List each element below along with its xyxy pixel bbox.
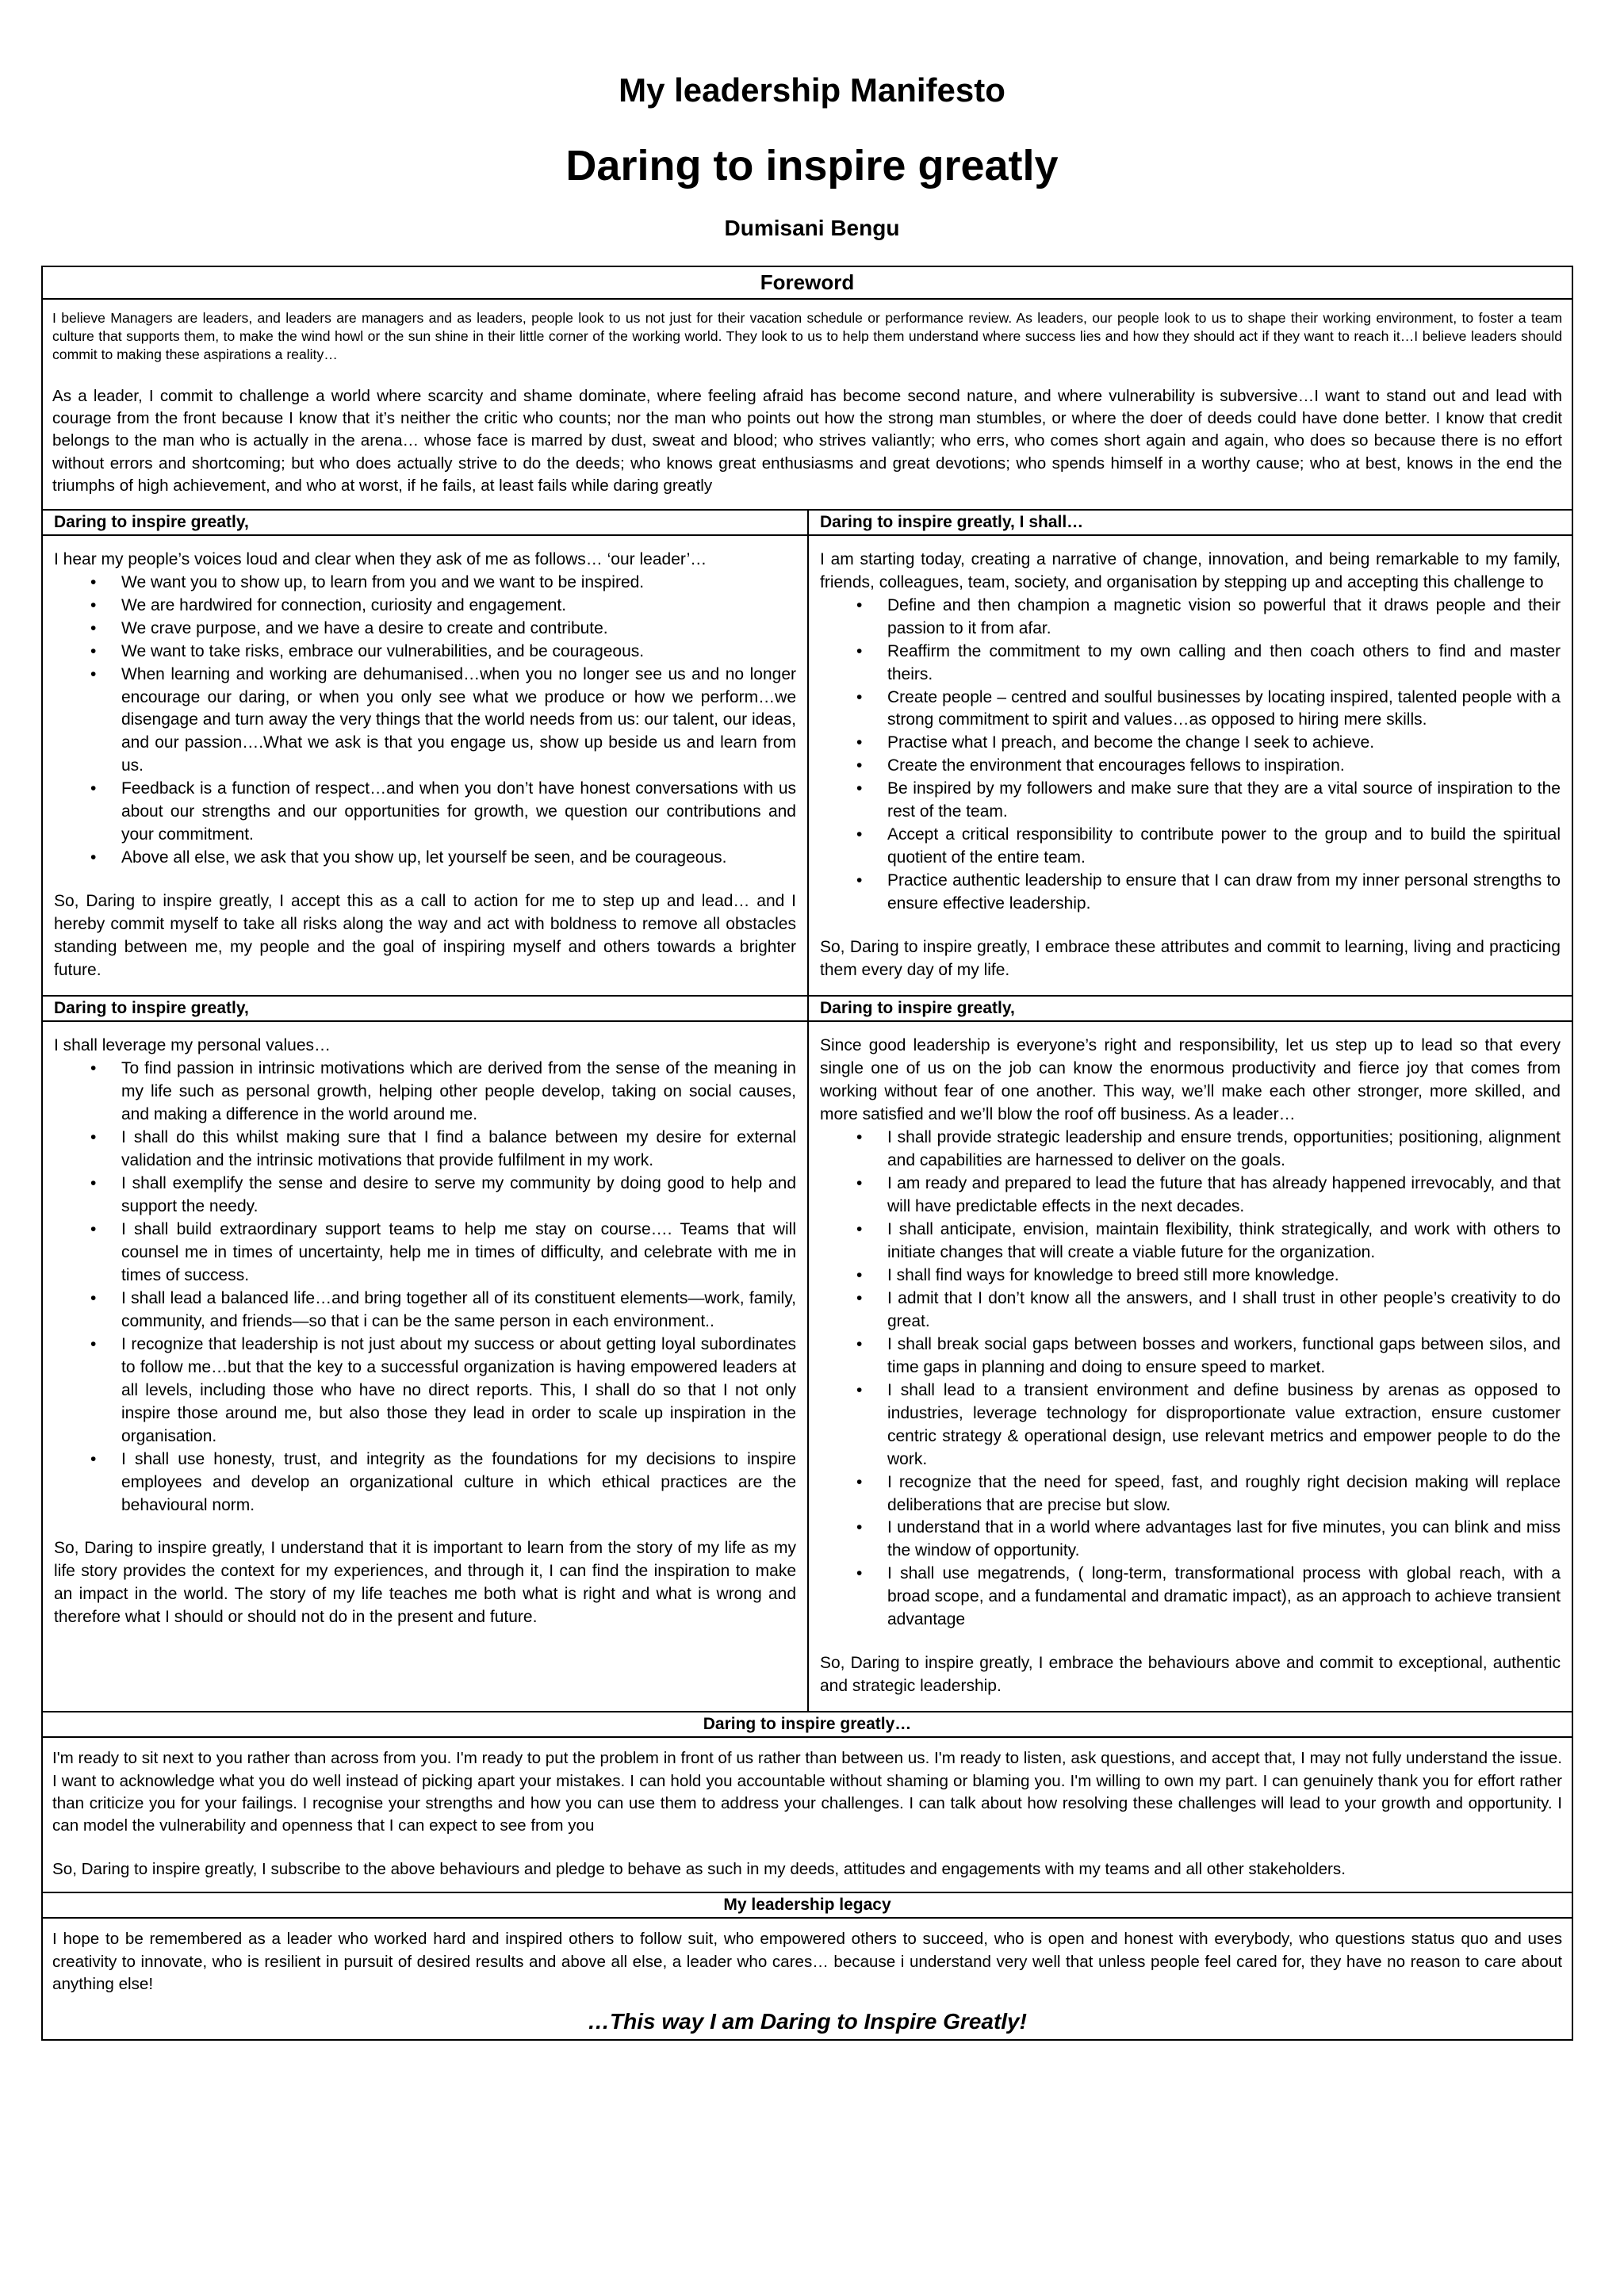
list-item: • Create people – centred and soulful businesses by locating inspired, talented people with a strong commitment to spirit and values…as opposed to hiring mere skills.: [820, 687, 1561, 733]
list-item: • Be inspired by my followers and make sure that they are a vital source of inspiration to the rest of the team.: [820, 778, 1561, 824]
section-2: [43, 997, 1572, 1712]
list-item: • When learning and working are dehumanised…when you no longer see us and no longer encourage our daring, or when you only see what we produce or how we perform…we disengage and turn away the very things that the world needs from us: our talent, our ideas, and our passion….What we ask is that you engage us, show up beside us and learn from us.: [54, 664, 796, 779]
section-2-left-heading: Daring to inspire greatly,: [43, 997, 807, 1022]
section-3-body: [43, 1738, 1572, 1892]
document-subtitle: Daring to inspire greatly: [565, 142, 1059, 189]
list-item: • We want to take risks, embrace our vulnerabilities, and be courageous.: [54, 641, 796, 664]
section-2-left: [43, 997, 807, 1711]
section-1-left-closing: So, Daring to inspire greatly, I accept this as a call to action for me to step up and lead… and I hereby commit myself to take all risks along the way and act with boldness to remove all obstacles standing between me, my people and the goal of inspiring myself and others towards a brighter future.: [54, 892, 796, 980]
list-item: • Practise what I preach, and become the change I seek to achieve.: [820, 732, 1561, 755]
list-item: • We are hardwired for connection, curiosity and engagement.: [54, 595, 796, 618]
section-3-paragraph-1: I'm ready to sit next to you rather than across from you. I'm ready to put the problem in front of us rather than between us. I'm ready to listen, ask questions, and accept that, I may not fully understand the issue. I want to acknowledge what you do well instead of picking apart your mistakes. I can hold you accountable without shaming or blaming you. I'm willing to own my part. I can genuinely thank you for effort rather than criticize you for your failings. I recognise your strengths and how you can use them to address your challenges. I can talk about how resolving these challenges will lead to your growth and opportunity. I can model the vulnerability and openness that I can expect to see from you: [52, 1749, 1562, 1835]
foreword-body: [43, 300, 1572, 509]
list-item: • I shall lead a balanced life…and bring together all of its constituent elements—work, family, community, and friends—so that i can be the same person in each environment..: [54, 1288, 796, 1334]
list-item: • We want you to show up, to learn from you and we want to be inspired.: [54, 572, 796, 595]
list-item: • I understand that in a world where advantages last for five minutes, you can blink and miss the window of opportunity.: [820, 1517, 1561, 1563]
list-item: • I shall provide strategic leadership and ensure trends, opportunities; positioning, alignment and capabilities are harnessed to deliver on the goals.: [820, 1127, 1561, 1173]
closing-statement: …This way I am Daring to Inspire Greatly!: [588, 2008, 1027, 2034]
list-item: • I recognize that the need for speed, fast, and roughly right decision making will replace deliberations that are precise but slow.: [820, 1471, 1561, 1517]
foreword-heading: Foreword: [43, 267, 1572, 300]
section-3: [43, 1712, 1572, 1893]
section-1-right-closing: So, Daring to inspire greatly, I embrace these attributes and commit to learning, living and practicing them every day of my life.: [820, 938, 1561, 980]
foreword-section: [43, 267, 1572, 511]
legacy-heading: My leadership legacy: [43, 1893, 1572, 1919]
section-2-right-list: [820, 1127, 1561, 1632]
section-1-right-body: [809, 536, 1572, 995]
foreword-paragraph-1: I believe Managers are leaders, and leaders are managers and as leaders, people look to us not just for their vacation schedule or performance review. As leaders, our people look to us to shape their working environment, to foster a team culture that supports them, to make the wind howl or the sun shine in their little corner of the working world. They look to us to help them understand where success lies and how they should act if they want to reach it…I believe leaders should commit to making these aspirations a reality…: [52, 310, 1562, 363]
section-3-heading: Daring to inspire greatly…: [43, 1712, 1572, 1738]
section-1-left-intro: I hear my people’s voices loud and clear when they ask of me as follows… ‘our leader’…: [54, 549, 707, 568]
document-title: My leadership Manifesto: [619, 71, 1005, 109]
list-item: • Define and then champion a magnetic vision so powerful that it draws people and their passion to it from afar.: [820, 595, 1561, 641]
section-1-left-list: [54, 572, 796, 871]
legacy-body: [43, 1919, 1572, 2007]
section-2-left-list: [54, 1058, 796, 1517]
manifesto-table: [41, 266, 1573, 2041]
list-item: • We crave purpose, and we have a desire to create and contribute.: [54, 618, 796, 641]
list-item: • I recognize that leadership is not just about my success or about getting loyal subordinates to follow me…but that the key to a successful organization is having empowered leaders at all levels, including those who have no direct reports. This, I shall do so that I not only inspire those around me, but also those they lead in order to scale up inspiration in the organisation.: [54, 1334, 796, 1448]
list-item: • Above all else, we ask that you show up, let yourself be seen, and be courageous.: [54, 847, 796, 870]
list-item: • Create the environment that encourages fellows to inspiration.: [820, 755, 1561, 778]
list-item: • I shall lead to a transient environment and define business by arenas as opposed to industries, leverage technology for disproportionate value extraction, ensure customer centric strategy & operational design, use relevant metrics and empower people to do the work.: [820, 1380, 1561, 1471]
list-item: • I shall break social gaps between bosses and workers, functional gaps between silos, and time gaps in planning and doing to ensure speed to market.: [820, 1334, 1561, 1380]
section-2-right-closing: So, Daring to inspire greatly, I embrace the behaviours above and commit to exceptional, authentic and strategic leadership.: [820, 1654, 1561, 1696]
list-item: • I shall use megatrends, ( long-term, transformational process with global reach, with a broad scope, and a fundamental and dramatic impact), as an approach to achieve transient advantage: [820, 1563, 1561, 1632]
list-item: • To find passion in intrinsic motivations which are derived from the sense of the meaning in my life such as personal growth, helping other people develop, taking on social causes, and making a difference in the world around me.: [54, 1058, 796, 1127]
section-1-left-body: [43, 536, 807, 995]
section-2-right-body: [809, 1022, 1572, 1711]
foreword-paragraph-2: As a leader, I commit to challenge a world where scarcity and shame dominate, where feeling afraid has become second nature, and where vulnerability is subversive…I want to stand out and lead with courage from the front because I know that it’s neither the critic who counts; nor the man who points out how the strong man stumbles, or where the doer of deeds could have done better. I know that credit belongs to the man who is actually in the arena… whose face is marred by dust, sweat and blood; who strives valiantly; who errs, who comes short again and again, who does so because there is no effort without errors and shortcoming; but who does actually strive to do the deeds; who knows great enthusiasms and great devotions; who spends himself in a worthy cause; who at best, knows in the end the triumphs of high achievement, and who at worst, if he fails, at least fails while daring greatly: [52, 386, 1562, 496]
section-2-left-intro: I shall leverage my personal values…: [54, 1036, 331, 1055]
section-2-right: [807, 997, 1572, 1711]
section-1-right-intro: I am starting today, creating a narrative of change, innovation, and being remarkable to my family, friends, colleagues, team, society, and organisation by stepping up and accepting this challenge to: [820, 549, 1561, 591]
list-item: • Accept a critical responsibility to contribute power to the group and to build the spiritual quotient of the entire team.: [820, 824, 1561, 870]
section-1-left: [43, 511, 807, 995]
list-item: • I admit that I don’t know all the answers, and I shall trust in other people’s creativity to do great.: [820, 1288, 1561, 1334]
list-item: • Practice authentic leadership to ensure that I can draw from my inner personal strengths to ensure effective leadership.: [820, 870, 1561, 916]
list-item: • I shall use honesty, trust, and integrity as the foundations for my decisions to inspire employees and develop an organizational culture in which ethical practices are the behavioural norm.: [54, 1448, 796, 1517]
list-item: • Reaffirm the commitment to my own calling and then coach others to find and master theirs.: [820, 641, 1561, 687]
section-1-right: [807, 511, 1572, 995]
legacy-paragraph: I hope to be remembered as a leader who worked hard and inspired others to follow suit, who empowered others to succeed, who is open and honest with everybody, who questions status quo and uses creativity to innovate, who is resilient in pursuit of desired results and above all else, a leader who cares… because i understand very well that unless people feel cared for, they have no reason to care about anything else!: [52, 1930, 1562, 1994]
list-item: • I shall exemplify the sense and desire to serve my community by doing good to help and support the needy.: [54, 1173, 796, 1219]
section-1-right-heading: Daring to inspire greatly, I shall…: [809, 511, 1572, 536]
list-item: • I shall anticipate, envision, maintain flexibility, think strategically, and work with others to initiate changes that will create a viable future for the organization.: [820, 1219, 1561, 1265]
section-1-right-list: [820, 595, 1561, 916]
list-item: • Feedback is a function of respect…and when you don’t have honest conversations with us about our strengths and our opportunities for growth, we question our contributions and your commitment.: [54, 778, 796, 847]
section-1: [43, 511, 1572, 997]
section-2-right-intro: Since good leadership is everyone’s right and responsibility, let us step up to lead so that every single one of us on the job can know the enormous productivity and fierce joy that comes from working without fear of one another. This way, we’ll make each other stronger, more skilled, and more satisfied and we’ll blow the roof off business. As a leader…: [820, 1036, 1561, 1124]
section-3-paragraph-2: So, Daring to inspire greatly, I subscribe to the above behaviours and pledge to behave as such in my deeds, attitudes and engagements with my teams and all other stakeholders.: [52, 1859, 1346, 1878]
list-item: • I am ready and prepared to lead the future that has already happened irrevocably, and that will have predictable effects in the next decades.: [820, 1173, 1561, 1219]
section-2-left-closing: So, Daring to inspire greatly, I understand that it is important to learn from the story of my life as my life story provides the context for my experiences, and through it, I can find the inspiration to make an impact in the world. The story of my life teaches me both what is right and what is wrong and therefore what I should or should not do in the present and future.: [54, 1539, 796, 1627]
section-2-left-body: [43, 1022, 807, 1642]
section-2-right-heading: Daring to inspire greatly,: [809, 997, 1572, 1022]
legacy-section: [43, 1893, 1572, 2038]
list-item: • I shall do this whilst making sure that I find a balance between my desire for external validation and the intrinsic motivations that provide fulfilment in my work.: [54, 1127, 796, 1173]
list-item: • I shall build extraordinary support teams to help me stay on course…. Teams that will counsel me in times of uncertainty, help me in times of difficulty, and celebrate with me in times of success.: [54, 1219, 796, 1288]
list-item: • I shall find ways for knowledge to breed still more knowledge.: [820, 1265, 1561, 1288]
section-1-left-heading: Daring to inspire greatly,: [43, 511, 807, 536]
author-name: Dumisani Bengu: [724, 216, 900, 240]
